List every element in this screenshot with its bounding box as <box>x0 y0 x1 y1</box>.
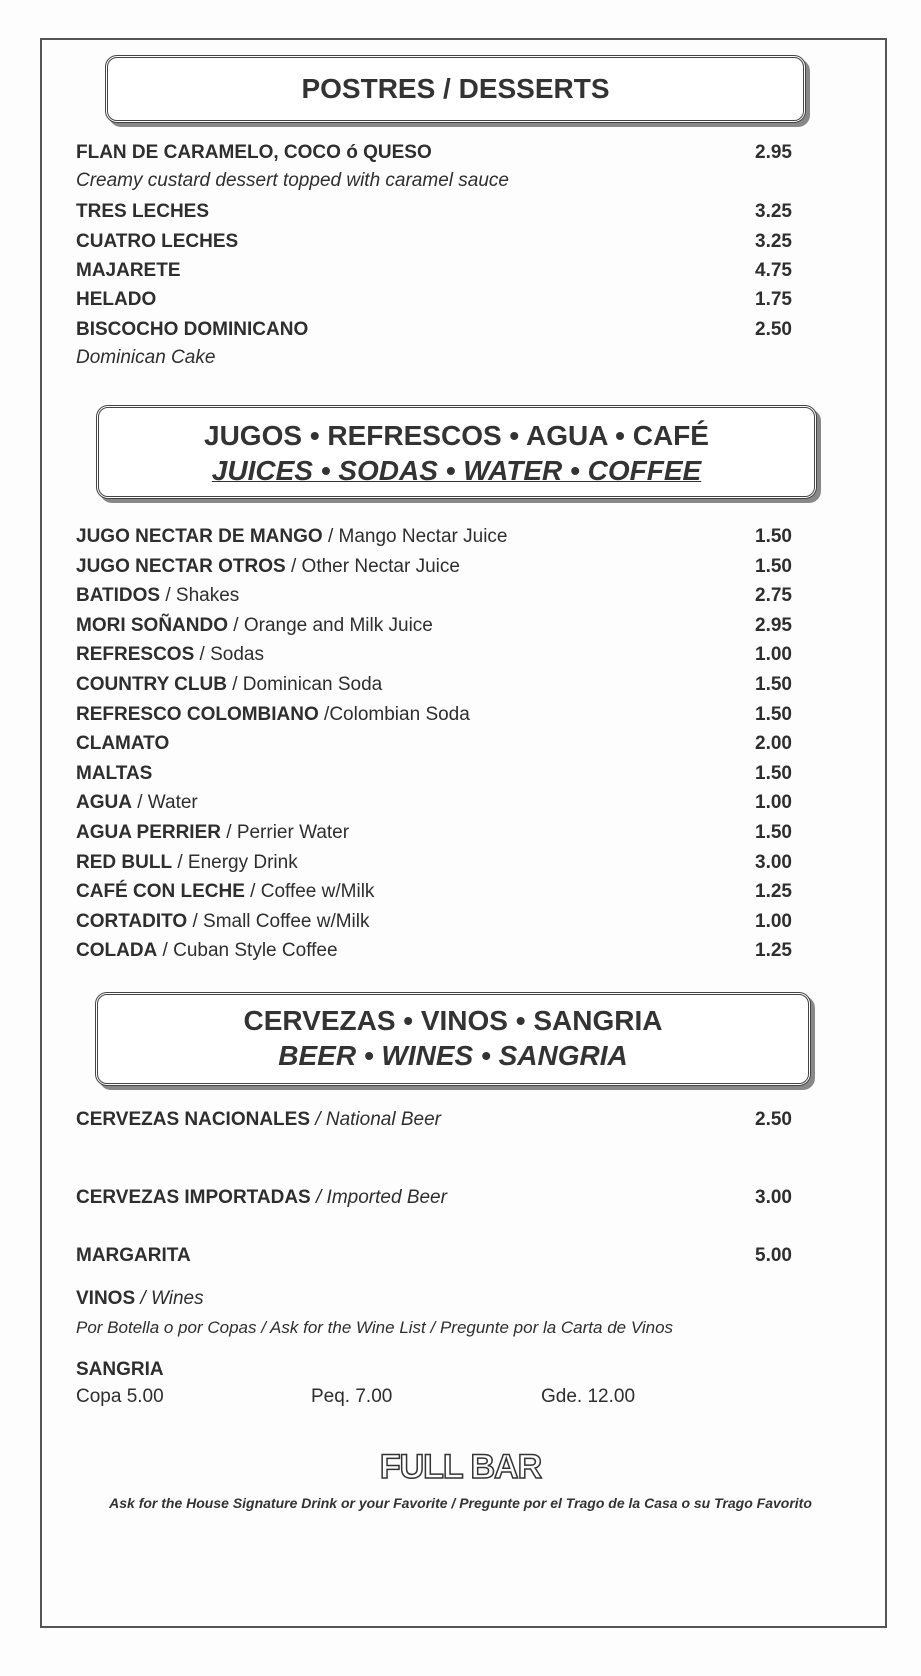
wines-name: VINOS <box>76 1288 136 1309</box>
drinks-header <box>96 405 817 499</box>
menu-item <box>76 259 792 283</box>
menu-item <box>76 880 792 904</box>
menu-item <box>76 614 792 638</box>
menu-item <box>76 791 792 815</box>
item-name: COLADA <box>76 940 158 962</box>
desserts-header <box>105 55 806 123</box>
menu-item <box>76 288 792 312</box>
item-price: 1.50 <box>755 762 792 784</box>
menu-item <box>76 851 792 875</box>
full-bar-logo: FULL BAR <box>379 1448 542 1486</box>
menu-item <box>76 555 792 579</box>
item-name: CUATRO LECHES <box>76 231 239 252</box>
item-name: CERVEZAS IMPORTADAS <box>76 1187 311 1208</box>
footer-note: Ask for the House Signature Drink or your Favorite / Pregunte por el Trago de la Casa o su Trago Favorito <box>109 1495 812 1511</box>
item-price: 3.00 <box>755 1187 792 1208</box>
item-english: / Energy Drink <box>172 851 298 873</box>
menu-item <box>76 703 792 727</box>
item-price: 4.75 <box>755 260 792 281</box>
menu-item <box>76 1108 792 1132</box>
wines-en: / Wines <box>135 1288 204 1309</box>
item-name: MAJARETE <box>76 260 181 281</box>
desserts-title: POSTRES / DESSERTS <box>301 73 610 104</box>
item-price: 1.00 <box>755 644 792 666</box>
item-name: COUNTRY CLUB <box>76 674 227 695</box>
item-price: 2.95 <box>755 614 792 636</box>
item-name: CAFÉ CON LECHE <box>76 881 245 903</box>
menu-item <box>76 525 792 549</box>
item-name: JUGO NECTAR DE MANGO <box>76 526 323 547</box>
item-english: / Perrier Water <box>220 822 350 843</box>
bar-title-es: CERVEZAS • VINOS • SANGRIA <box>243 1005 663 1036</box>
item-english: / Imported Beer <box>310 1187 447 1208</box>
wines-row <box>76 1287 792 1311</box>
menu-item <box>76 673 792 697</box>
bar-title-en: BEER • WINES • SANGRIA <box>278 1040 628 1071</box>
item-description: Creamy custard dessert topped with caramel sauce <box>76 170 509 191</box>
menu-item <box>76 732 792 756</box>
item-name: REFRESCO COLOMBIANO <box>76 703 319 725</box>
menu-item <box>76 584 792 608</box>
item-price: 1.50 <box>755 703 792 725</box>
item-name: RED BULL <box>76 851 173 873</box>
sangria-gde: Gde. 12.00 <box>541 1386 636 1407</box>
item-name: TRES LECHES <box>76 201 210 222</box>
menu-item <box>76 141 792 165</box>
menu-item <box>76 643 792 667</box>
item-price: 1.50 <box>755 555 792 577</box>
item-english: / Orange and Milk Juice <box>228 614 433 636</box>
item-name: AGUA PERRIER <box>76 822 221 843</box>
sangria-name: SANGRIA <box>76 1359 164 1380</box>
item-price: 2.75 <box>755 585 792 607</box>
menu-item <box>76 200 792 224</box>
menu-item <box>76 821 792 845</box>
item-price: 5.00 <box>755 1245 792 1266</box>
item-price: 2.50 <box>755 1109 792 1130</box>
item-name: FLAN DE CARAMELO, COCO ó QUESO <box>76 142 432 163</box>
item-name: MARGARITA <box>76 1245 191 1266</box>
item-price: 3.25 <box>755 201 792 222</box>
item-name: JUGO NECTAR OTROS <box>76 555 286 577</box>
item-english: / Small Coffee w/Milk <box>187 910 370 932</box>
item-price: 1.50 <box>755 526 792 547</box>
item-english: / Dominican Soda <box>226 674 383 695</box>
item-price: 2.50 <box>755 319 792 340</box>
sangria-row <box>76 1358 792 1382</box>
menu-item <box>76 762 792 786</box>
item-name: BISCOCHO DOMINICANO <box>76 319 309 340</box>
menu-item <box>76 939 792 963</box>
item-english: / National Beer <box>310 1109 441 1130</box>
menu-item <box>76 1186 792 1210</box>
menu-item <box>76 1244 792 1268</box>
item-name: AGUA <box>76 792 132 814</box>
item-price: 1.75 <box>755 289 792 310</box>
item-price: 1.25 <box>755 940 792 962</box>
item-price: 1.00 <box>755 792 792 814</box>
drinks-title-en: JUICES • SODAS • WATER • COFFEE <box>211 455 702 486</box>
item-price: 1.50 <box>755 822 792 843</box>
item-name: MORI SOÑANDO <box>76 614 228 636</box>
item-name: REFRESCOS <box>76 644 195 666</box>
item-english: / Cuban Style Coffee <box>157 940 338 962</box>
sangria-copa: Copa 5.00 <box>76 1386 164 1407</box>
item-english: / Coffee w/Milk <box>244 881 375 903</box>
item-name: MALTAS <box>76 762 153 784</box>
item-price: 2.95 <box>755 142 792 163</box>
item-name: CORTADITO <box>76 910 188 932</box>
drinks-title-es: JUGOS • REFRESCOS • AGUA • CAFÉ <box>204 420 709 451</box>
item-name: CLAMATO <box>76 733 170 755</box>
menu-item <box>76 910 792 934</box>
item-english: / Other Nectar Juice <box>285 555 460 577</box>
bar-header <box>95 992 811 1086</box>
item-name: CERVEZAS NACIONALES <box>76 1109 311 1130</box>
sangria-peq: Peq. 7.00 <box>311 1386 393 1407</box>
item-price: 1.00 <box>755 910 792 932</box>
item-description: Dominican Cake <box>76 347 216 368</box>
item-english: /Colombian Soda <box>318 703 470 725</box>
item-name: BATIDOS <box>76 585 161 607</box>
item-price: 3.25 <box>755 231 792 252</box>
menu-item <box>76 230 792 254</box>
item-price: 2.00 <box>755 733 792 755</box>
item-price: 1.50 <box>755 674 792 695</box>
menu-item <box>76 318 792 342</box>
item-english: / Water <box>131 792 198 814</box>
item-price: 1.25 <box>755 881 792 903</box>
item-name: HELADO <box>76 289 157 310</box>
item-english: / Mango Nectar Juice <box>322 526 508 547</box>
item-english: / Shakes <box>160 585 240 607</box>
item-english: / Sodas <box>194 644 264 666</box>
wines-note: Por Botella o por Copas / Ask for the Wine List / Pregunte por la Carta de Vinos <box>76 1318 674 1337</box>
item-price: 3.00 <box>755 851 792 873</box>
